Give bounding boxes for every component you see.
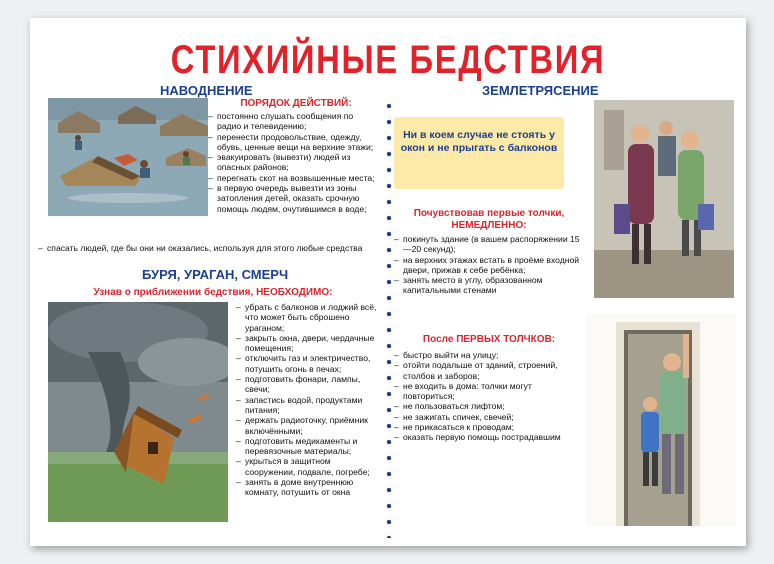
after-tremors-prefix: После [422, 334, 457, 345]
list-item: – отойти подальше от зданий, строений, столбов и заборов; [394, 360, 584, 381]
first-tremors-suffix: : [523, 220, 527, 231]
after-tremors-suffix: : [551, 334, 556, 345]
list-item: – подготовить фонари, лампы, свечи; [236, 374, 381, 395]
list-item: – эвакуировать (вывезти) людей из опасных районов; [208, 152, 376, 173]
list-item: – отключить газ и электричество, потушить огонь в печах; [236, 353, 381, 374]
storm-subheading-emph: НЕОБХОДИМО [256, 287, 330, 298]
first-tremors-emph: НЕМЕДЛЕННО [451, 220, 524, 231]
flood-heading: НАВОДНЕНИЕ [160, 83, 253, 98]
list-item: – оказать первую помощь пострадавшим [394, 432, 584, 442]
first-tremors-prefix: Почувствовав первые толчки, [413, 208, 565, 219]
list-item: – укрыться в защитном сооружении, подвале, погребе; [236, 456, 381, 477]
list-item: – закрыть окна, двери, чердачные помещения; [236, 333, 381, 354]
list-item: – на верхних этажах встать в проёме входной двери, прижав к себе ребёнка; [394, 255, 584, 276]
after-tremors-emph: ПЕРВЫХ ТОЛЧКОВ [456, 334, 552, 345]
list-item: – занять место в углу, образованном капитальными стенами [394, 275, 584, 296]
storm-heading: БУРЯ, УРАГАН, СМЕРЧ [142, 267, 289, 282]
column-divider [386, 98, 392, 538]
flood-illustration [48, 98, 208, 216]
list-item: – быстро выйти на улицу; [394, 350, 584, 360]
earthquake-heading: ЗЕМЛЕТРЯСЕНИЕ [482, 83, 599, 98]
flood-action-list-continued [38, 243, 376, 253]
list-item: – перенести продовольствие, одежду, обувь, ценные вещи на верхние этажи; [208, 132, 376, 153]
list-item: – в первую очередь вывезти из зоны затопления детей, оказать срочную помощь людям, очутившимся в воде; [208, 183, 376, 214]
poster-title: СТИХИЙНЫЕ БЕДСТВИЯ [170, 38, 606, 82]
flood-subheading: ПОРЯДОК ДЕЙСТВИЙ: [240, 98, 352, 109]
list-item: – постоянно слушать сообщения по радио и телевидению; [208, 111, 376, 132]
flood-action-list [208, 111, 376, 214]
list-item: – не зажигать спичек, свечей; [394, 412, 584, 422]
storm-subheading [48, 287, 378, 299]
list-item: – перегнать скот на возвышенные места; [208, 173, 376, 183]
first-tremors-list [394, 234, 584, 296]
list-item: – держать радиоточку, приёмник включёнными; [236, 415, 381, 436]
list-item: – запастись водой, продуктами питания; [236, 395, 381, 416]
list-item: – не прикасаться к проводам; [394, 422, 584, 432]
list-item: – не входить в дома: толчки могут повториться; [394, 381, 584, 402]
list-item: – подготовить медикаменты и перевязочные материалы; [236, 436, 381, 457]
storm-subheading-suffix: : [329, 287, 333, 298]
list-item: – занять в доме внутреннюю комнату, потушить от окна [236, 477, 381, 498]
after-tremors-list [394, 350, 584, 443]
list-item: – убрать с балконов и лоджий всё, что может быть сброшено ураганом; [236, 302, 381, 333]
list-item: – не пользоваться лифтом; [394, 401, 584, 411]
poster [30, 18, 746, 546]
evacuating-family-illustration [594, 100, 734, 298]
after-tremors-subheading [394, 334, 584, 346]
storm-subheading-prefix: Узнав о приближении бедствия, [93, 287, 257, 298]
first-tremors-subheading [394, 208, 584, 232]
storm-action-list [236, 302, 381, 498]
doorway-illustration [586, 314, 736, 526]
list-item: – покинуть здание (в вашем распоряжении 15—20 секунд); [394, 234, 584, 255]
list-item: – спасать людей, где бы они ни оказались, используя для этого любые средства [38, 243, 376, 253]
tornado-illustration [48, 302, 228, 522]
warning-text: Ни в коем случае не стоять у окон и не прыгать с балконов [400, 129, 558, 154]
warning-box [394, 117, 564, 189]
